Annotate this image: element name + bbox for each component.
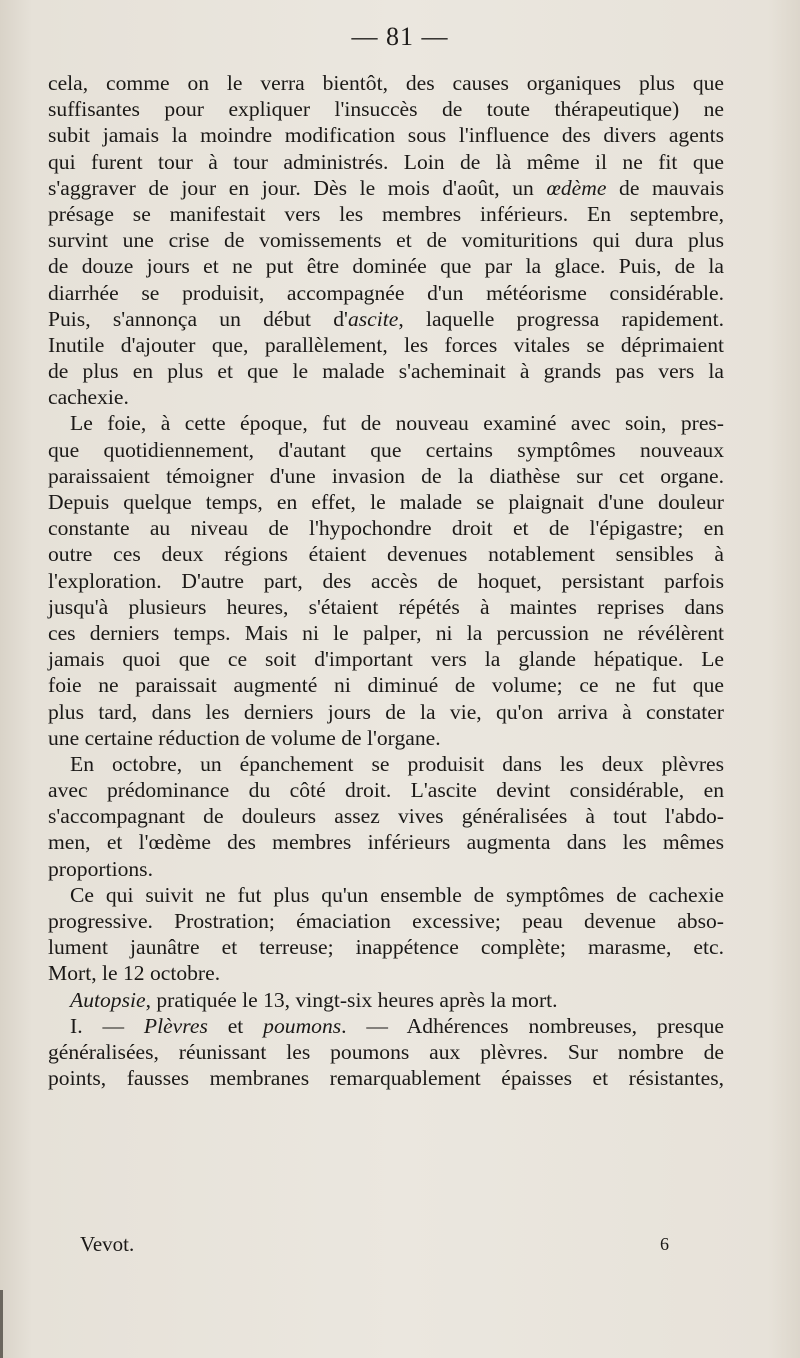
text-segment: jusqu'à plusieurs heures, s'étaient répétés à maintes reprises dans [48, 594, 724, 619]
author-signature-mark: Vevot. [80, 1232, 135, 1256]
text-segment: de douze jours et ne put être dominée que par la glace. Puis, de la [48, 254, 724, 279]
text-segment: Mort, le 12 octobre. [48, 961, 221, 986]
text-line [48, 803, 724, 829]
text-segment: men, et l'œdème des membres inférieurs augmenta dans les mêmes [48, 830, 724, 855]
text-segment: Inutile d'ajouter que, parallèlement, les forces vitales se déprimaient [48, 332, 724, 357]
text-line [48, 646, 724, 672]
text-line [48, 1013, 724, 1039]
text-segment: cela, comme on le verra bientôt, des causes organiques plus que [48, 71, 724, 95]
text-segment: présage se manifestait vers les membres inférieurs. En septembre, [48, 201, 724, 226]
text-line [48, 227, 724, 253]
text-line [48, 515, 724, 541]
text-segment: de plus en plus et que le malade s'acheminait à grands pas vers la [48, 359, 724, 384]
italic-term: Autopsie [70, 987, 146, 1012]
text-line [48, 777, 724, 803]
text-segment: avec prédominance du côté droit. L'ascite devint considérable, en [48, 778, 724, 803]
text-line [48, 489, 724, 515]
text-segment: points, fausses membranes remarquablement épaisses et résistantes, [48, 1066, 724, 1091]
text-line [48, 175, 724, 201]
page-number: — 81 — [351, 22, 449, 51]
text-line [48, 568, 724, 594]
text-segment: outre ces deux régions étaient devenues notablement sensibles à [48, 542, 724, 567]
text-segment: foie ne paraissait augmenté ni diminué de volume; ce ne fut que [48, 673, 724, 698]
text-line [48, 725, 724, 751]
text-line [48, 856, 724, 882]
text-segment: En octobre, un épanchement se produisit dans les deux plèvres [70, 751, 724, 776]
text-line [48, 882, 724, 908]
text-line [48, 594, 724, 620]
text-segment: et [207, 1013, 264, 1038]
text-line [48, 672, 724, 698]
text-segment: proportions. [48, 856, 153, 881]
text-segment: plus tard, dans les derniers jours de la vie, qu'on arriva à constater [48, 699, 724, 724]
text-line [48, 149, 724, 175]
italic-term: ascite [347, 306, 399, 331]
text-segment: suffisantes pour expliquer l'insuccès de toute thérapeutique) ne [48, 97, 724, 122]
text-line [48, 751, 724, 777]
text-segment: survint une crise de vomissements et de vomituritions qui dura plus [48, 228, 724, 253]
text-line [48, 306, 724, 332]
text-line [48, 1065, 724, 1091]
italic-term: œdème [546, 175, 607, 200]
text-segment: l'exploration. D'autre part, des accès de hoquet, persistant parfois [48, 568, 724, 593]
text-segment: constante au niveau de l'hypochondre droit et de l'épigastre; en [48, 516, 724, 541]
text-segment: que quotidiennement, d'autant que certains symptômes nouveaux [48, 437, 724, 462]
text-segment: Le foie, à cette époque, fut de nouveau examiné avec soin, pres- [70, 411, 724, 436]
text-line [48, 541, 724, 567]
text-segment: Ce qui suivit ne fut plus qu'un ensemble de symptômes de cachexie [70, 882, 724, 907]
text-line [48, 934, 724, 960]
text-segment: s'aggraver de jour en jour. Dès le mois d'août, un [48, 175, 547, 200]
text-segment: qui furent tour à tour administrés. Loin de là même il ne fit que [48, 149, 724, 174]
text-line [48, 384, 724, 410]
text-segment: , laquelle progressa rapidement. [398, 306, 724, 331]
text-line [48, 620, 724, 646]
text-line [48, 201, 724, 227]
italic-term: poumons [263, 1013, 342, 1038]
text-line [48, 829, 724, 855]
text-segment: subit jamais la moindre modification sous l'influence des divers agents [48, 123, 724, 148]
text-line [48, 332, 724, 358]
page-edge-shadow [0, 1290, 3, 1358]
text-line [48, 463, 724, 489]
text-line [48, 358, 724, 384]
text-segment: lument jaunâtre et terreuse; inappétence complète; marasme, etc. [48, 935, 724, 960]
text-line [48, 122, 724, 148]
text-line [48, 280, 724, 306]
text-line [48, 699, 724, 725]
text-line [48, 1039, 724, 1065]
text-line [48, 410, 724, 436]
text-line [48, 437, 724, 463]
italic-term: Plèvres [143, 1013, 208, 1038]
text-line [48, 96, 724, 122]
text-line [48, 253, 724, 279]
text-segment: jamais quoi que ce soit d'important vers la glande hépatique. Le [48, 647, 724, 672]
text-segment: paraissaient témoigner d'une invasion de la diathèse sur cet organe. [48, 463, 724, 488]
text-segment: . — Adhérences nombreuses, presque [341, 1013, 725, 1038]
text-segment: généralisées, réunissant les poumons aux plèvres. Sur nombre de [48, 1039, 724, 1064]
text-line [48, 908, 724, 934]
page-footer [48, 1232, 724, 1262]
text-segment: une certaine réduction de volume de l'organe. [48, 725, 441, 750]
text-segment: Puis, s'annonça un début d' [48, 306, 348, 331]
text-line [48, 960, 724, 986]
text-line [48, 70, 724, 96]
text-segment: , pratiquée le 13, vingt-six heures après la mort. [145, 987, 558, 1012]
text-segment: cachexie. [48, 385, 129, 410]
text-segment: Depuis quelque temps, en effet, le malade se plaignait d'une douleur [48, 490, 724, 514]
text-line [48, 987, 724, 1013]
body-text [48, 70, 724, 1091]
text-segment: de mauvais [606, 175, 724, 200]
text-segment: s'accompagnant de douleurs assez vives généralisées à tout l'abdo- [48, 804, 724, 829]
text-segment: ces derniers temps. Mais ni le palper, ni la percussion ne révélèrent [48, 620, 724, 645]
text-segment: progressive. Prostration; émaciation excessive; peau devenue abso- [48, 909, 724, 933]
text-segment: diarrhée se produisit, accompagnée d'un météorisme considérable. [48, 280, 724, 305]
printer-signature-number: 6 [660, 1234, 669, 1254]
text-segment: I. — [70, 1013, 144, 1038]
